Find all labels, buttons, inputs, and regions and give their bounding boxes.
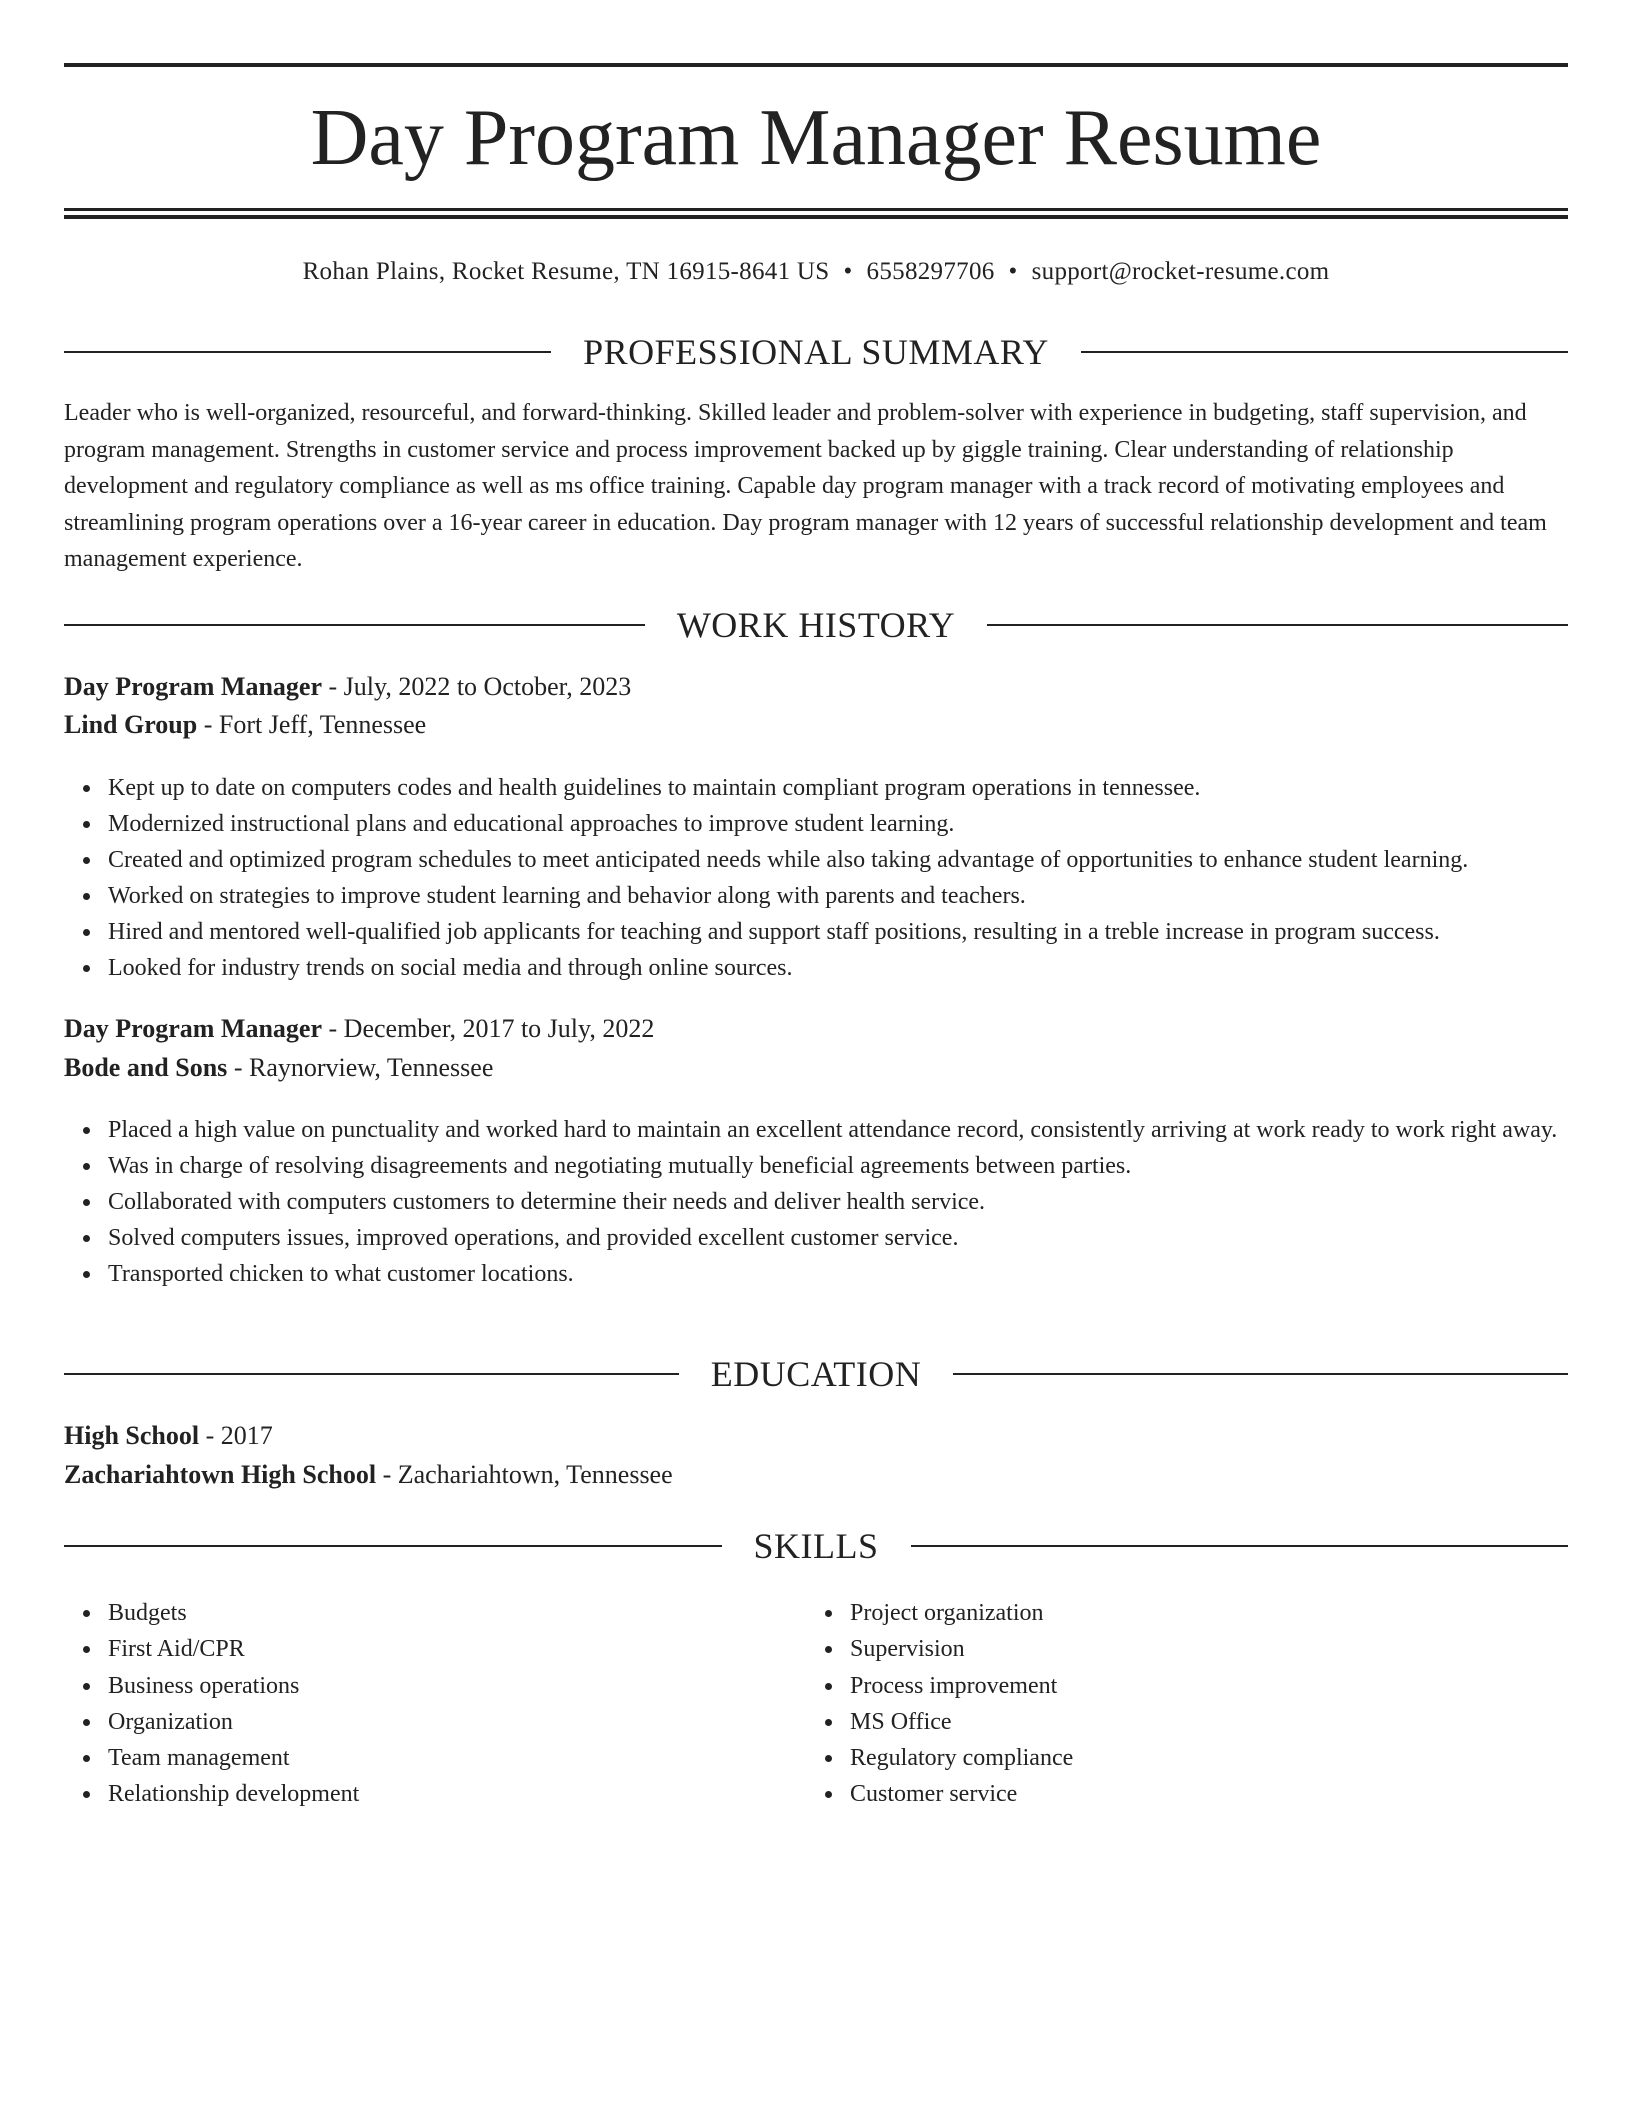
title-rule-line-2 [64, 215, 1568, 219]
list-item: Team management [64, 1740, 764, 1776]
section-rule-left [64, 351, 551, 353]
section-header-skills [64, 1524, 1568, 1568]
contact-phone: 6558297706 [866, 258, 995, 285]
skills-list-right [806, 1595, 1506, 1813]
skills-list-left [64, 1595, 764, 1813]
contact-info [64, 252, 1568, 292]
summary-text: Leader who is well-organized, resourceful, and forward-thinking. Skilled leader and problem-solver with experience in budgeting, staff supervision, and program management. Strengths in customer service and process improvement backed up by giggle training. Clear understanding of relationship development and regulatory compliance as well as ms office training. Capable day program manager with a track record of motivating employees and streamlining program operations over a 16-year career in education. Day program manager with 12 years of successful relationship development and team management experience. [64, 400, 1547, 572]
job-title: Day Program Manager [64, 672, 323, 701]
list-item: Hired and mentored well-qualified job applicants for teaching and support staff positions, resulting in a treble increase in program success. [64, 914, 1568, 950]
list-item: Customer service [806, 1776, 1506, 1812]
list-item: Created and optimized program schedules to meet anticipated needs while also taking advantage of opportunities to enhance student learning. [64, 842, 1568, 878]
list-item: First Aid/CPR [64, 1631, 764, 1667]
education-degree-line [64, 1417, 1568, 1455]
contact-separator: • [843, 258, 853, 285]
list-item: Budgets [64, 1595, 764, 1631]
section-rule-right [953, 1373, 1568, 1375]
list-item: Solved computers issues, improved operations, and provided excellent customer service. [64, 1220, 1568, 1256]
section-title-summary: PROFESSIONAL SUMMARY [583, 332, 1049, 372]
list-item: Collaborated with computers customers to determine their needs and deliver health service. [64, 1184, 1568, 1220]
job-bullets [64, 1112, 1568, 1292]
job-bullets [64, 770, 1568, 986]
job-dates: - December, 2017 to July, 2022 [322, 1014, 655, 1043]
list-item: MS Office [806, 1704, 1506, 1740]
list-item: Worked on strategies to improve student learning and behavior along with parents and teachers. [64, 878, 1568, 914]
job-company: Lind Group [64, 710, 198, 739]
list-item: Placed a high value on punctuality and worked hard to maintain an excellent attendance record, consistently arriving at work ready to work right away. [64, 1112, 1568, 1148]
job-company-line [64, 706, 1568, 744]
list-item: Modernized instructional plans and educational approaches to improve student learning. [64, 806, 1568, 842]
section-rule-right [1081, 351, 1568, 353]
list-item: Looked for industry trends on social media and through online sources. [64, 950, 1568, 986]
job-dates: - July, 2022 to October, 2023 [322, 672, 632, 701]
section-rule-left [64, 1545, 722, 1547]
education-school-line [64, 1456, 1568, 1494]
title-rule-line-1 [64, 208, 1568, 211]
job-company: Bode and Sons [64, 1053, 228, 1082]
list-item: Transported chicken to what customer locations. [64, 1256, 1568, 1292]
list-item: Was in charge of resolving disagreements and negotiating mutually beneficial agreements between parties. [64, 1148, 1568, 1184]
list-item: Regulatory compliance [806, 1740, 1506, 1776]
education-degree: High School [64, 1421, 200, 1450]
job-company-line [64, 1049, 1568, 1087]
job-title-line [64, 1010, 1568, 1048]
top-rule [64, 63, 1568, 67]
contact-separator: • [1008, 258, 1018, 285]
job-location: - Fort Jeff, Tennessee [197, 710, 427, 739]
section-rule-left [64, 624, 645, 626]
section-title-education: EDUCATION [710, 1354, 922, 1394]
list-item: Process improvement [806, 1668, 1506, 1704]
page-title: Day Program Manager Resume [310, 94, 1322, 182]
section-title-skills: SKILLS [753, 1526, 879, 1566]
education-location: - Zachariahtown, Tennessee [376, 1460, 673, 1489]
list-item: Relationship development [64, 1776, 764, 1812]
education-school: Zachariahtown High School [64, 1460, 377, 1489]
list-item: Kept up to date on computers codes and health guidelines to maintain compliant program operations in tennessee. [64, 770, 1568, 806]
job-title: Day Program Manager [64, 1014, 323, 1043]
section-title-work: WORK HISTORY [676, 605, 956, 645]
education-year: - 2017 [199, 1421, 273, 1450]
contact-address: Rohan Plains, Rocket Resume, TN 16915-8641 US [302, 258, 830, 285]
contact-email: support@rocket-resume.com [1031, 258, 1330, 285]
list-item: Organization [64, 1704, 764, 1740]
section-header-education [64, 1352, 1568, 1396]
section-rule-right [987, 624, 1568, 626]
title-double-rule [64, 208, 1568, 218]
job-location: - Raynorview, Tennessee [227, 1053, 494, 1082]
section-header-summary [64, 330, 1568, 374]
list-item: Supervision [806, 1631, 1506, 1667]
section-rule-left [64, 1373, 679, 1375]
list-item: Business operations [64, 1668, 764, 1704]
job-title-line [64, 668, 1568, 706]
section-rule-right [911, 1545, 1569, 1547]
list-item: Project organization [806, 1595, 1506, 1631]
section-header-work [64, 603, 1568, 647]
